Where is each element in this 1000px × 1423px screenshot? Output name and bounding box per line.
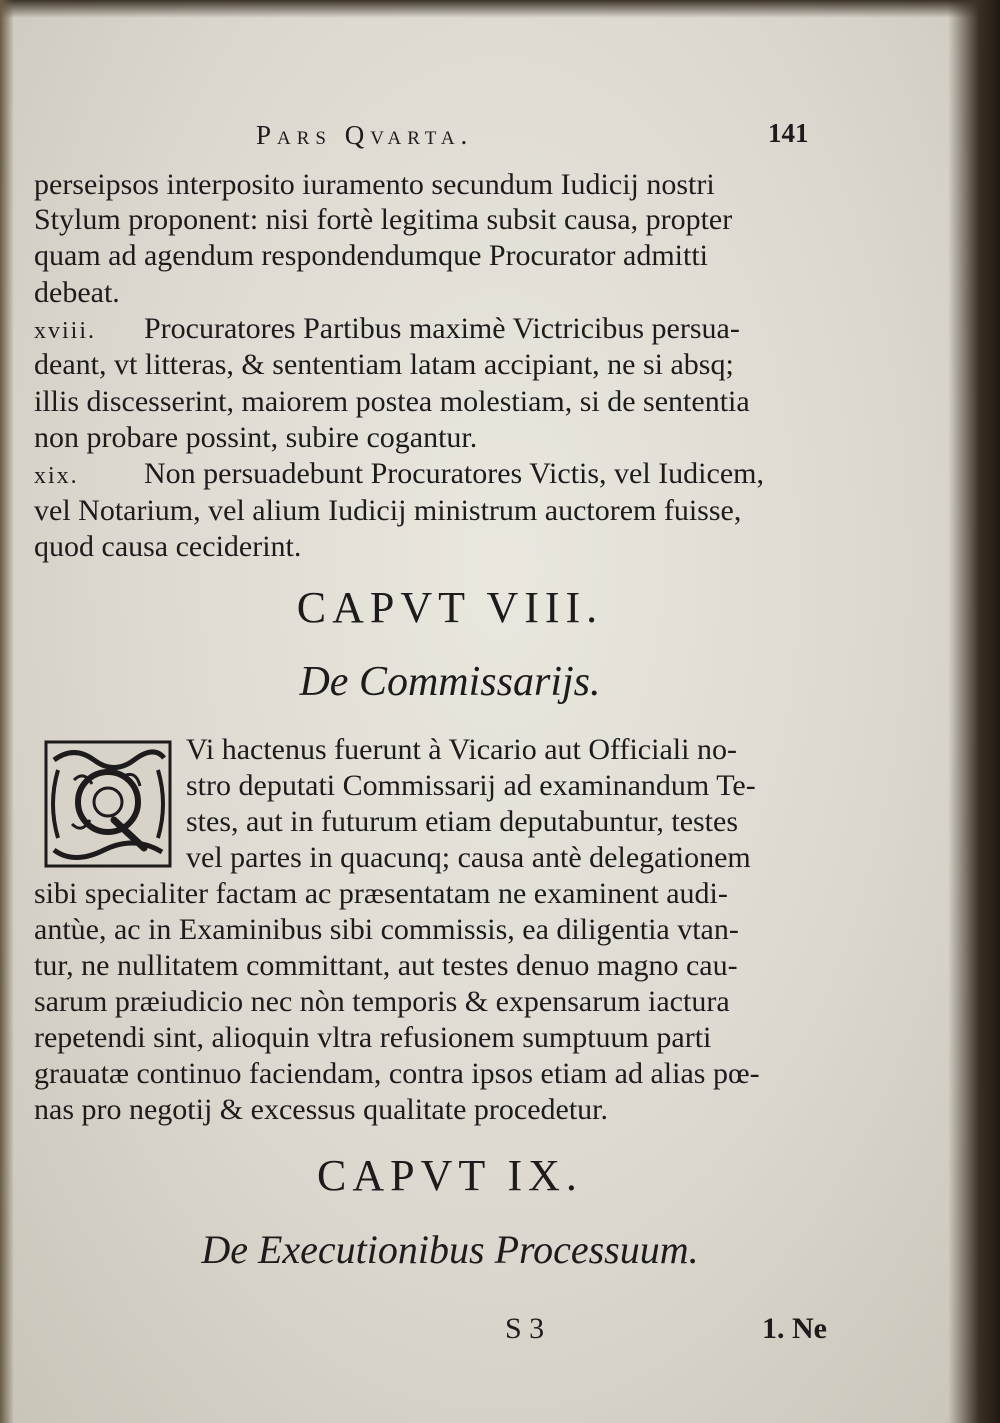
paragraph-19-first-line [34, 457, 764, 491]
page-number: 141 [768, 118, 809, 148]
chapter-8-heading: CAPVT VIII. [296, 583, 604, 632]
catchword: 1. Ne [762, 1312, 827, 1345]
text-line: quam ad agendum respondendumque Procurator admitti [34, 239, 708, 272]
text-line: sarum præiudicio nec nòn temporis & expensarum iactura [34, 985, 730, 1018]
text-line: deant, vt litteras, & sententiam latam accipiant, ne si absq; [34, 348, 734, 381]
chapter-8-subtitle: De Commissarijs. [299, 659, 601, 705]
chapter-9-subtitle: De Executionibus Processuum. [201, 1227, 699, 1272]
text-line: vel partes in quacunq; causa antè delegationem [186, 841, 751, 874]
text-line: tur, ne nullitatem committant, aut testes denuo magno cau- [34, 949, 738, 982]
text-line: repetendi sint, alioquin vltra refusionem sumptuum parti [34, 1021, 712, 1054]
text-line: grauatæ continuo faciendam, contra ipsos etiam ad alias pœ- [34, 1057, 760, 1090]
text-line: Vi hactenus fuerunt à Vicario aut Officiali no- [186, 733, 737, 766]
text-line: illis discesserint, maiorem postea molestiam, si de sententia [34, 385, 750, 418]
text-line: quod causa ceciderint. [34, 530, 302, 563]
text-line: sibi specialiter factam ac præsentatam ne examinent audi- [34, 877, 728, 910]
text-line: antùe, ac in Examinibus sibi commissis, ea diligentia vtan- [34, 913, 739, 946]
paragraph-text: Procuratores Partibus maximè Victricibus persua- [144, 312, 740, 345]
text-line: Stylum proponent: nisi fortè legitima subsit causa, propter [34, 203, 733, 236]
decorated-initial [44, 740, 172, 868]
paragraph-number: xviii. [34, 318, 97, 344]
text-line: perseipsos interposito iuramento secundum Iudicij nostri [34, 168, 715, 201]
paragraph-text: Non persuadebunt Procuratores Victis, vel Iudicem, [144, 457, 764, 490]
text-line: nas pro negotij & excessus qualitate procedetur. [34, 1093, 608, 1126]
spine-shadow [0, 0, 14, 1423]
text-line: stes, aut in futurum etiam deputabuntur, testes [186, 805, 739, 838]
paragraph-number: xix. [34, 463, 79, 489]
text-line: debeat. [34, 276, 120, 309]
chapter-9-heading: CAPVT IX. [317, 1151, 583, 1200]
signature-mark: S 3 [505, 1312, 545, 1345]
page-top-edge [0, 0, 1000, 18]
running-title: Pars Qvarta. [256, 120, 474, 150]
text-line: vel Notarium, vel alium Iudicij ministrum auctorem fuisse, [34, 494, 742, 527]
text-line: non probare possint, subire cogantur. [34, 421, 478, 454]
paragraph-18-first-line [34, 312, 740, 346]
page-right-edge [948, 0, 1000, 1423]
decorated-initial-icon [44, 740, 172, 868]
text-line: stro deputati Commissarij ad examinandum Te- [186, 769, 756, 802]
